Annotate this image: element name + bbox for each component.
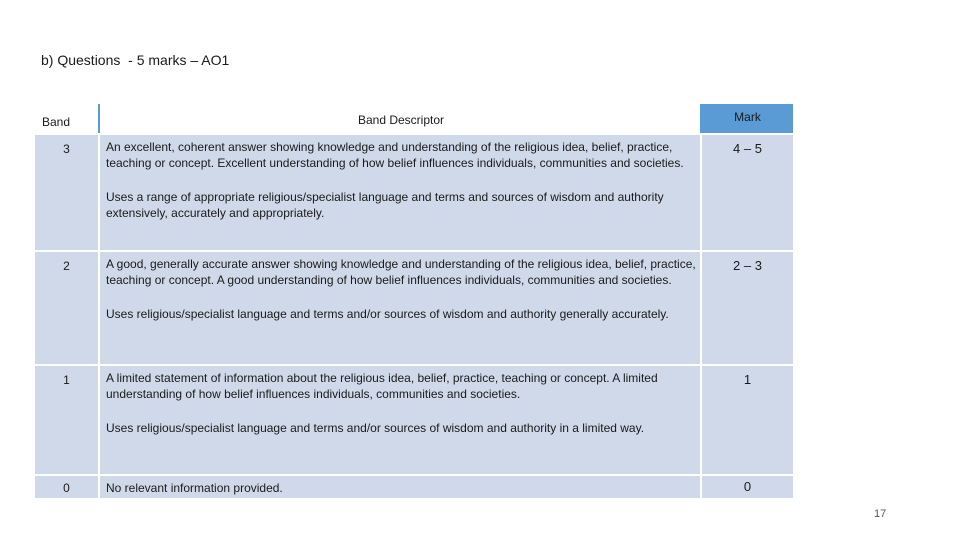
table-row-band-2: [35, 252, 793, 364]
band-value: 3: [63, 142, 70, 156]
descriptor-paragraph: Uses a range of appropriate religious/specialist language and terms and sources of wisdom and authority extensively, accurately and appropriately.: [106, 190, 664, 220]
mark-value: 2 – 3: [733, 258, 762, 273]
descriptor-paragraph: Uses religious/specialist language and terms and/or sources of wisdom and authority generally accurately.: [106, 307, 669, 321]
table-row-band-0: [35, 476, 793, 498]
band-descriptor: [100, 476, 700, 498]
page-title: b) Questions - 5 marks – AO1: [41, 52, 230, 68]
mark-value: 0: [743, 479, 752, 494]
header-descriptor: Band Descriptor: [100, 104, 700, 133]
band-value: 2: [63, 259, 70, 273]
mark-value: 1: [743, 372, 752, 387]
descriptor-paragraph: Uses religious/specialist language and terms and/or sources of wisdom and authority in a limited way.: [106, 421, 645, 435]
band-descriptor: [100, 252, 700, 364]
mark-scheme-table: [35, 104, 793, 500]
band-descriptor: [100, 135, 700, 250]
band-descriptor: [100, 366, 700, 474]
table-header-row: [35, 104, 793, 133]
table-row-band-1: [35, 366, 793, 474]
mark-value: 4 – 5: [733, 141, 762, 156]
table-row-band-3: [35, 135, 793, 250]
band-value: 1: [63, 373, 70, 387]
page-number: 17: [874, 508, 887, 520]
band-value: 0: [63, 481, 70, 495]
descriptor-paragraph: A good, generally accurate answer showing knowledge and understanding of the religious idea, belief, practice, teaching or concept. A good understanding of how belief influences individuals, communities and societies.: [106, 257, 696, 287]
descriptor-paragraph: A limited statement of information about the religious idea, belief, practice, teaching or concept. A limited understanding of how belief influences individuals, communities and societies.: [106, 371, 658, 401]
header-mark: Mark: [734, 110, 761, 124]
descriptor-paragraph: An excellent, coherent answer showing knowledge and understanding of the religious idea, belief, practice, teaching or concept. Excellent understanding of how belief influences individuals, communities and societies.: [106, 140, 684, 170]
descriptor-paragraph: No relevant information provided.: [106, 481, 283, 495]
header-band: Band: [35, 104, 98, 133]
